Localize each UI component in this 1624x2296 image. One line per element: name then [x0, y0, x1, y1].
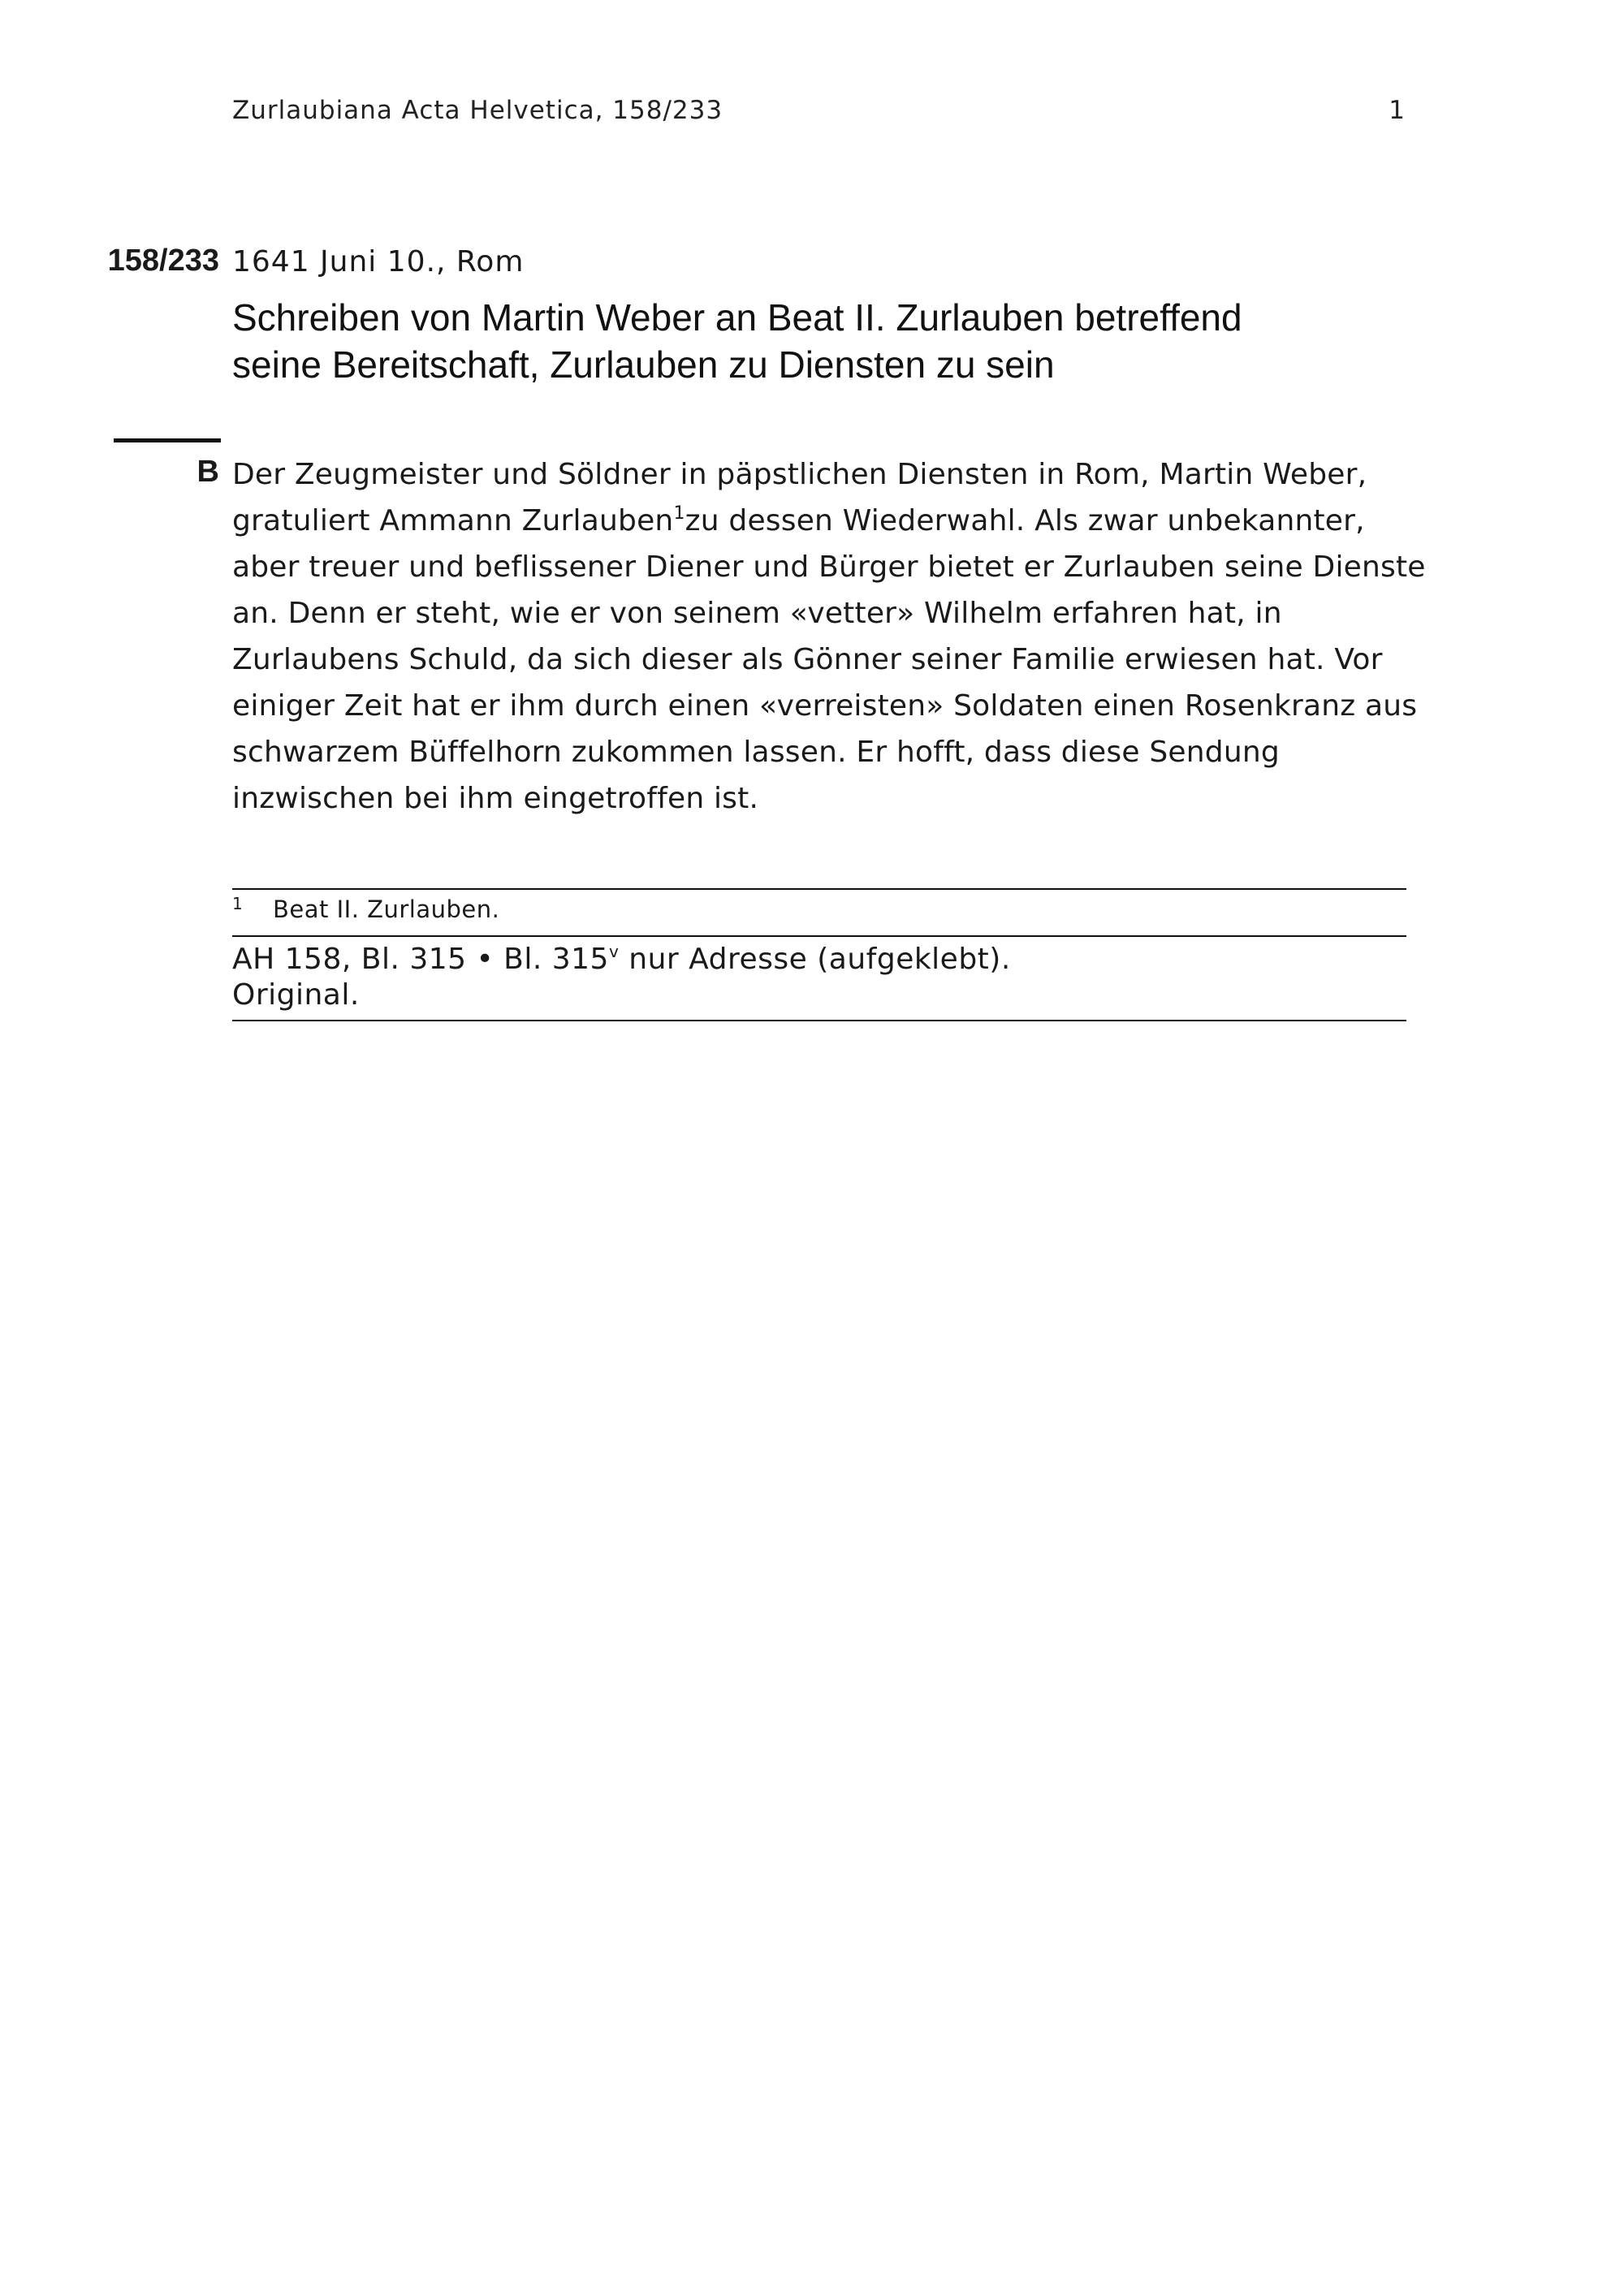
section-letter: B: [197, 455, 219, 489]
page-number: 1: [1389, 96, 1405, 125]
title-line: seine Bereitschaft, Zurlauben zu Diensten zu sein: [232, 343, 1055, 386]
title-line: Schreiben von Martin Weber an Beat II. Zurlauben betreffend: [232, 296, 1242, 339]
summary-line: schwarzem Büffelhorn zukommen lassen. Er hofft, dass diese Sendung: [232, 736, 1280, 769]
summary-line: einiger Zeit hat er ihm durch einen «verreisten» Soldaten einen Rosenkranz aus: [232, 689, 1418, 723]
footnote-text: Beat II. Zurlauben.: [273, 896, 500, 923]
source-text: nur Adresse (aufgeklebt).: [619, 943, 1011, 976]
summary-line: Der Zeugmeister und Söldner in päpstlichen Diensten in Rom, Martin Weber,: [232, 458, 1367, 491]
margin-rule: [114, 438, 221, 442]
summary-line: [232, 498, 1410, 544]
document-title: [232, 294, 1410, 388]
summary-paragraph: [232, 451, 1426, 822]
source-note: [232, 942, 1406, 1013]
summary-text: gratuliert Ammann Zurlauben: [232, 504, 674, 537]
footnote-reference[interactable]: 1: [673, 503, 685, 524]
source-rule: [232, 935, 1406, 937]
summary-line: aber treuer und beflissener Diener und Bürger bietet er Zurlauben seine Dienste: [232, 550, 1426, 584]
document-date-place: 1641 Juni 10., Rom: [232, 245, 525, 278]
source-line: Original.: [232, 978, 360, 1012]
source-text: AH 158, Bl. 315 • Bl. 315: [232, 943, 609, 976]
footnote: 1 Beat II. Zurlauben.: [232, 894, 500, 923]
verso-mark: v: [608, 942, 620, 961]
footnote-rule: [232, 888, 1406, 890]
source-line: [232, 942, 1406, 978]
document-number: 158/233: [107, 244, 219, 278]
summary-text: zu dessen Wiederwahl. Als zwar unbekannter,: [685, 504, 1365, 537]
running-head: Zurlaubiana Acta Helvetica, 158/233: [232, 96, 723, 125]
summary-line: inzwischen bei ihm eingetroffen ist.: [232, 782, 759, 815]
summary-line: an. Denn er steht, wie er von seinem «vetter» Wilhelm erfahren hat, in: [232, 597, 1282, 630]
source-bottom-rule: [232, 1020, 1406, 1021]
summary-line: Zurlaubens Schuld, da sich dieser als Gönner seiner Familie erwiesen hat. Vor: [232, 643, 1383, 676]
